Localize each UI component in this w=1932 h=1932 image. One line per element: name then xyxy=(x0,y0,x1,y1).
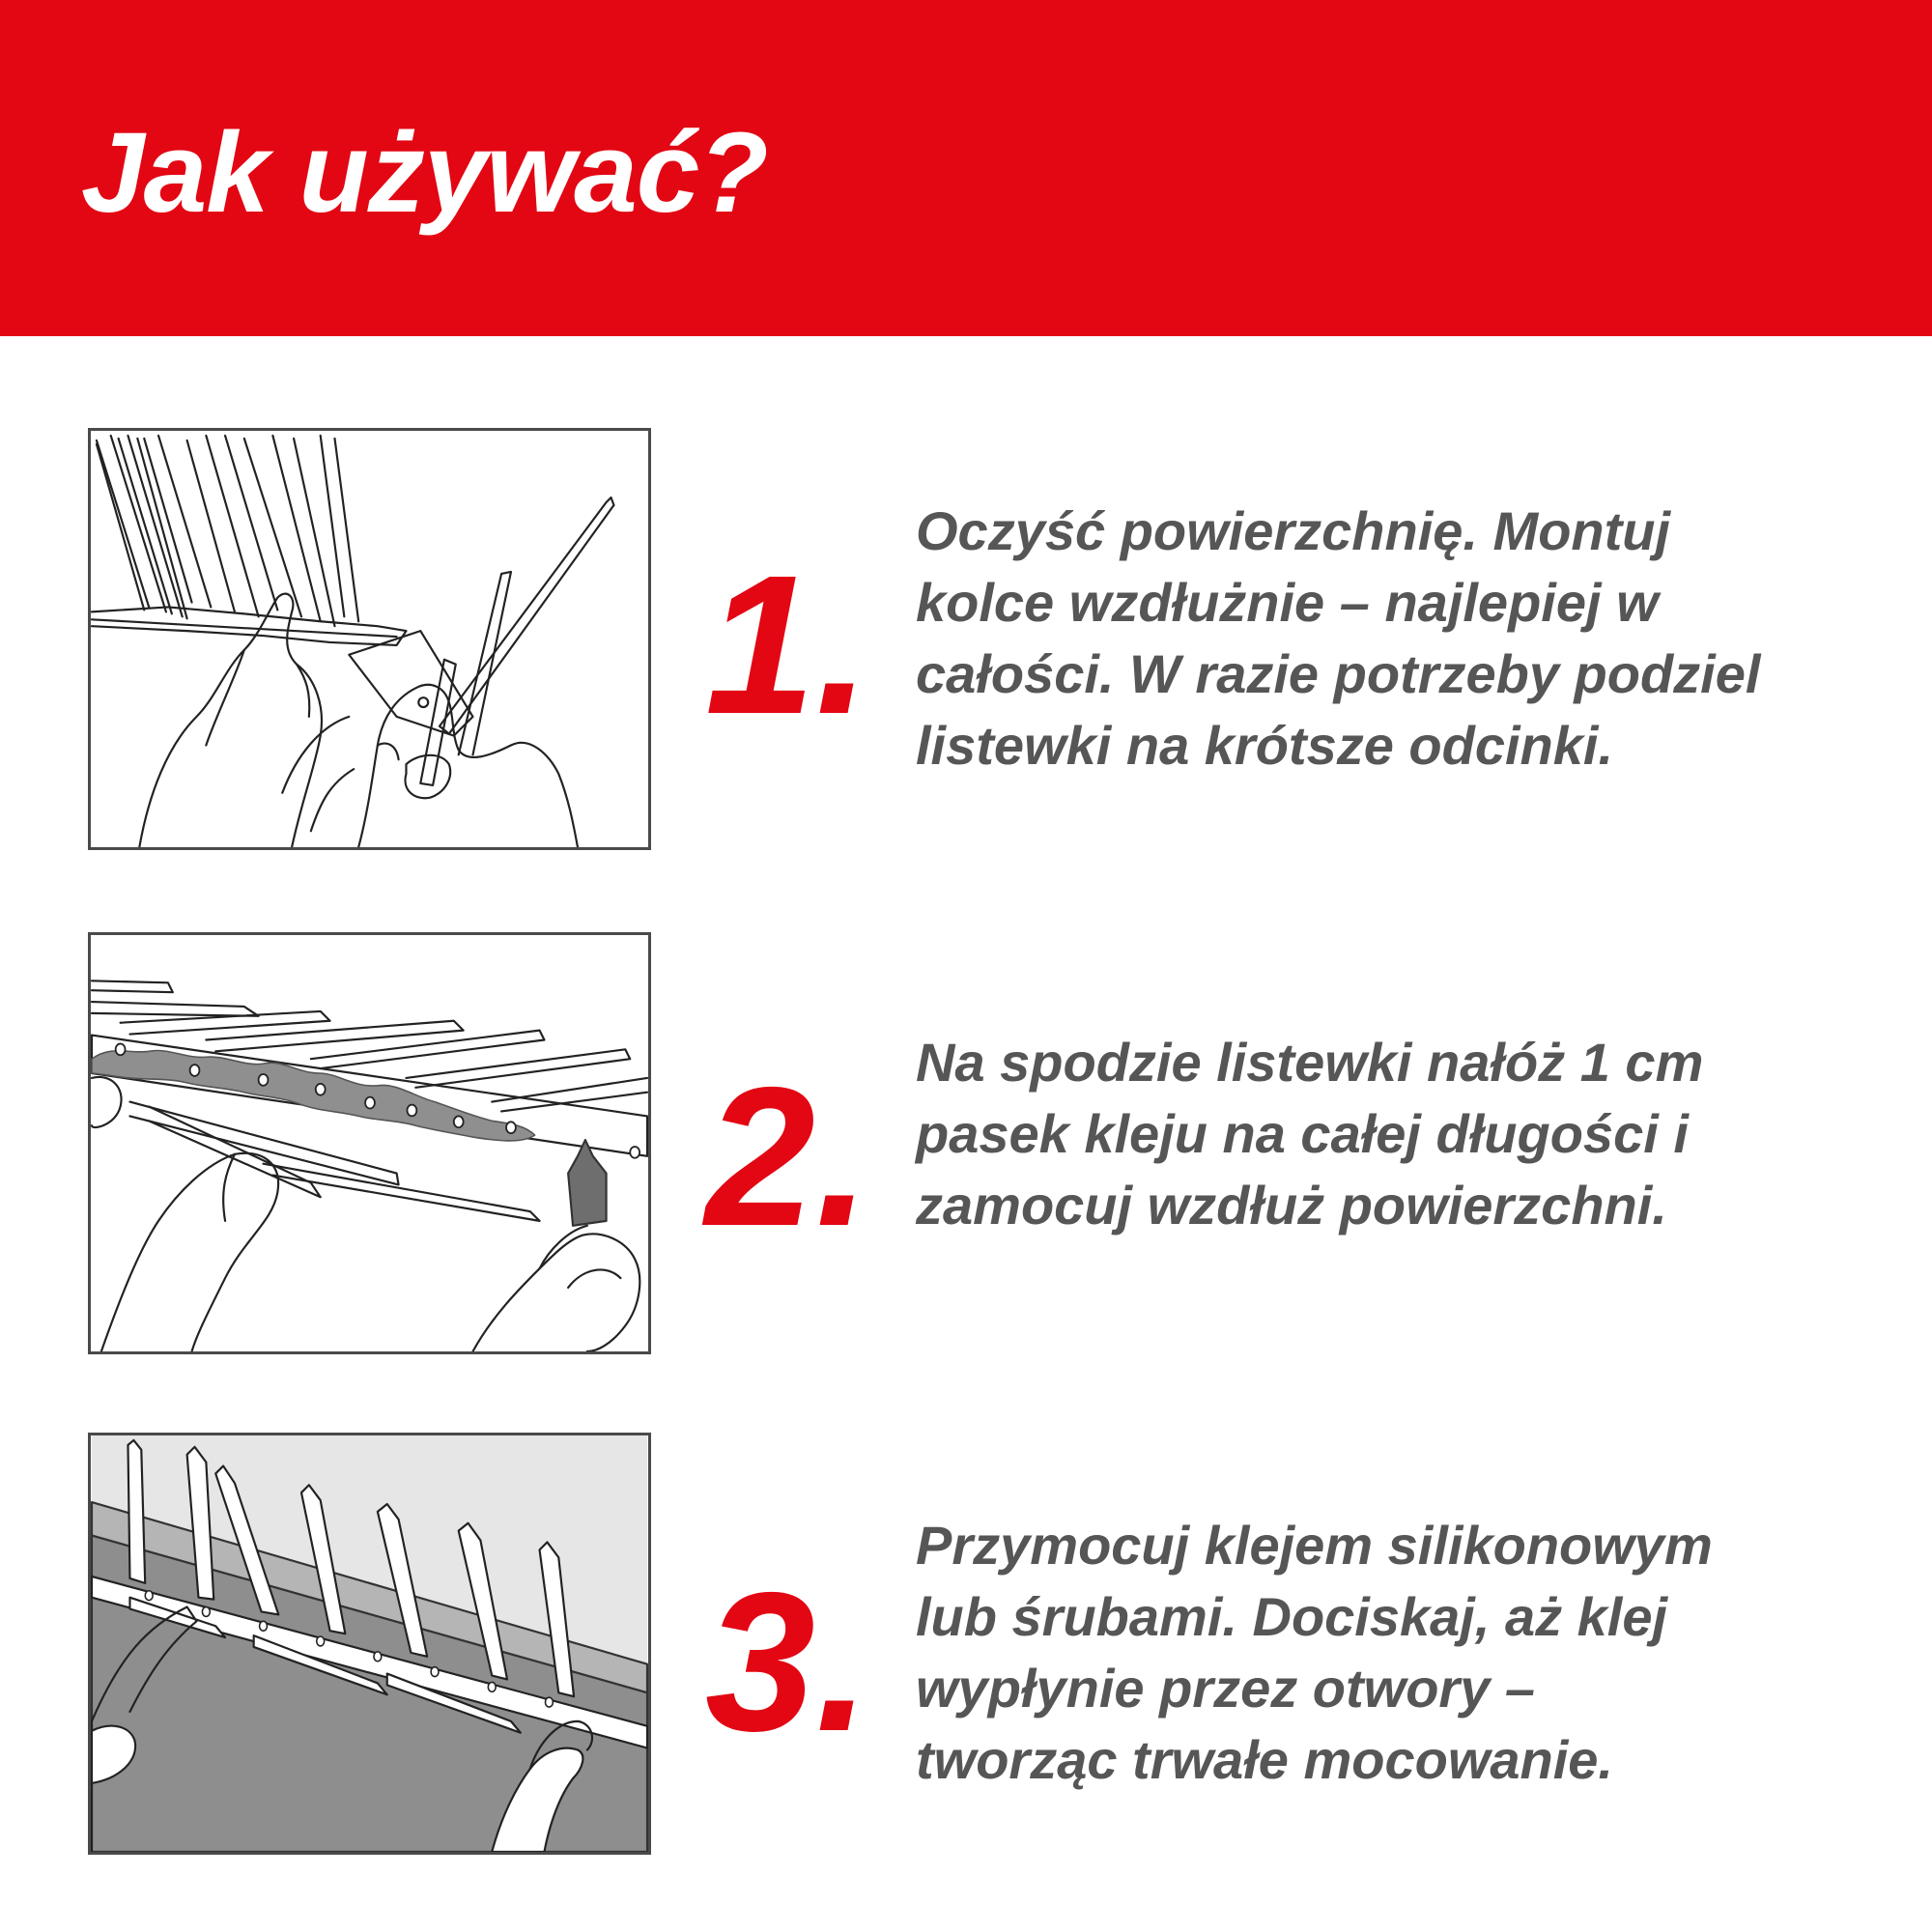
step-3-illustration xyxy=(88,1433,651,1855)
step-number-3: 3. xyxy=(705,1551,870,1773)
step-text-line: tworząc trwałe mocowanie. xyxy=(916,1729,1613,1790)
step-3 xyxy=(0,1433,1932,1858)
hands-pressing-strip-icon xyxy=(91,1435,648,1852)
step-text-line: pasek kleju na całej długości i xyxy=(916,1103,1689,1164)
step-text-line: kolce wzdłużnie – najlepiej w xyxy=(916,572,1659,633)
step-text-line: Oczyść powierzchnię. Montuj xyxy=(916,500,1671,561)
step-1 xyxy=(0,428,1932,853)
step-text-line: lub śrubami. Dociskaj, aż klej xyxy=(916,1586,1668,1647)
step-text-line: listewki na krótsze odcinki. xyxy=(916,715,1614,776)
step-number-2: 2. xyxy=(705,1046,870,1267)
step-text-line: zamocuj wzdłuż powierzchni. xyxy=(916,1175,1667,1236)
header-banner xyxy=(0,0,1932,336)
hands-applying-glue-icon xyxy=(91,935,648,1351)
step-text-line: całości. W razie potrzeby podziel xyxy=(916,643,1761,704)
step-2 xyxy=(0,932,1932,1357)
step-1-illustration xyxy=(88,428,651,850)
page-title: Jak używać? xyxy=(81,109,768,237)
step-2-description xyxy=(916,1027,1901,1241)
hands-breaking-spike-strip-icon xyxy=(91,431,648,847)
step-2-illustration xyxy=(88,932,651,1354)
step-text-line: Na spodzie listewki nałóż 1 cm xyxy=(916,1032,1704,1093)
step-number-1: 1. xyxy=(705,534,870,755)
step-3-description xyxy=(916,1510,1901,1796)
step-1-description xyxy=(916,496,1901,781)
step-text-line: Przymocuj klejem silikonowym xyxy=(916,1515,1713,1576)
step-text-line: wypłynie przez otwory – xyxy=(916,1658,1536,1719)
